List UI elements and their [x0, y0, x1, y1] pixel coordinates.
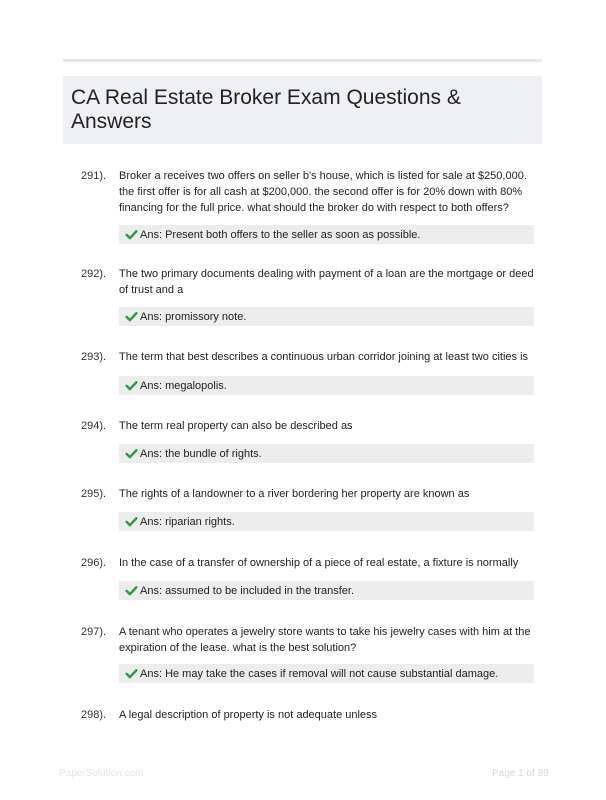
question-number: 296).: [81, 557, 107, 569]
question-text: The term real property can also be described as: [119, 420, 353, 432]
question-text: The term that best describes a continuous urban corridor joining at least two cities is: [119, 351, 529, 363]
question-text: In the case of a transfer of ownership of a piece of real estate, a fixture is normally: [119, 557, 519, 569]
check-icon: [125, 379, 138, 392]
check-icon: [125, 515, 138, 528]
answer-text: Ans: megalopolis.: [140, 379, 227, 392]
question-number: 297).: [81, 626, 107, 638]
question-number: 293).: [81, 351, 107, 363]
answer-box: [119, 225, 534, 244]
question-number: 292).: [81, 268, 107, 280]
answer-text: Ans: Present both offers to the seller as soon as possible.: [140, 228, 421, 241]
check-icon: [125, 584, 138, 597]
check-icon: [125, 228, 138, 241]
answer-text: Ans: promissory note.: [140, 310, 247, 323]
question-text: Broker a receives two offers on seller b's house, which is listed for sale at $250,000. the first offer is for all cash at $200,000. the second offer is for 20% down with 80% financing for the full price. what should the broker do with respect to both offers?: [119, 170, 527, 214]
question-text: The rights of a landowner to a river bordering her property are known as: [119, 488, 470, 500]
answer-box: [119, 307, 534, 326]
answer-text: Ans: He may take the cases if removal will not cause substantial damage.: [140, 667, 499, 680]
answer-text: Ans: riparian rights.: [140, 515, 235, 528]
answer-text: Ans: assumed to be included in the transfer.: [140, 584, 355, 597]
answer-box: [119, 581, 534, 600]
answer-box: [119, 512, 534, 531]
answer-box: [119, 444, 534, 463]
answer-box: [119, 664, 534, 683]
answer-text: Ans: the bundle of rights.: [140, 447, 262, 460]
title-banner: [63, 76, 542, 144]
question-text: The two primary documents dealing with payment of a loan are the mortgage or deed of trust and a: [119, 268, 534, 296]
question-text: A legal description of property is not adequate unless: [119, 709, 378, 721]
check-icon: [125, 667, 138, 680]
check-icon: [125, 310, 138, 323]
question-text: A tenant who operates a jewelry store wants to take his jewelry cases with him at the expiration of the lease. what is the best solution?: [119, 626, 531, 654]
top-divider: [63, 59, 542, 62]
question-number: 295).: [81, 488, 107, 500]
answer-box: [119, 376, 534, 395]
question-number: 298).: [81, 709, 107, 721]
page-title: CA Real Estate Broker Exam Questions & Answers: [71, 86, 461, 133]
footer-site-name: PaperSolution.com: [59, 768, 144, 779]
question-number: 294).: [81, 420, 107, 432]
question-number: 291).: [81, 170, 107, 182]
check-icon: [125, 447, 138, 460]
footer-page-number: Page 1 of 89: [492, 768, 549, 779]
